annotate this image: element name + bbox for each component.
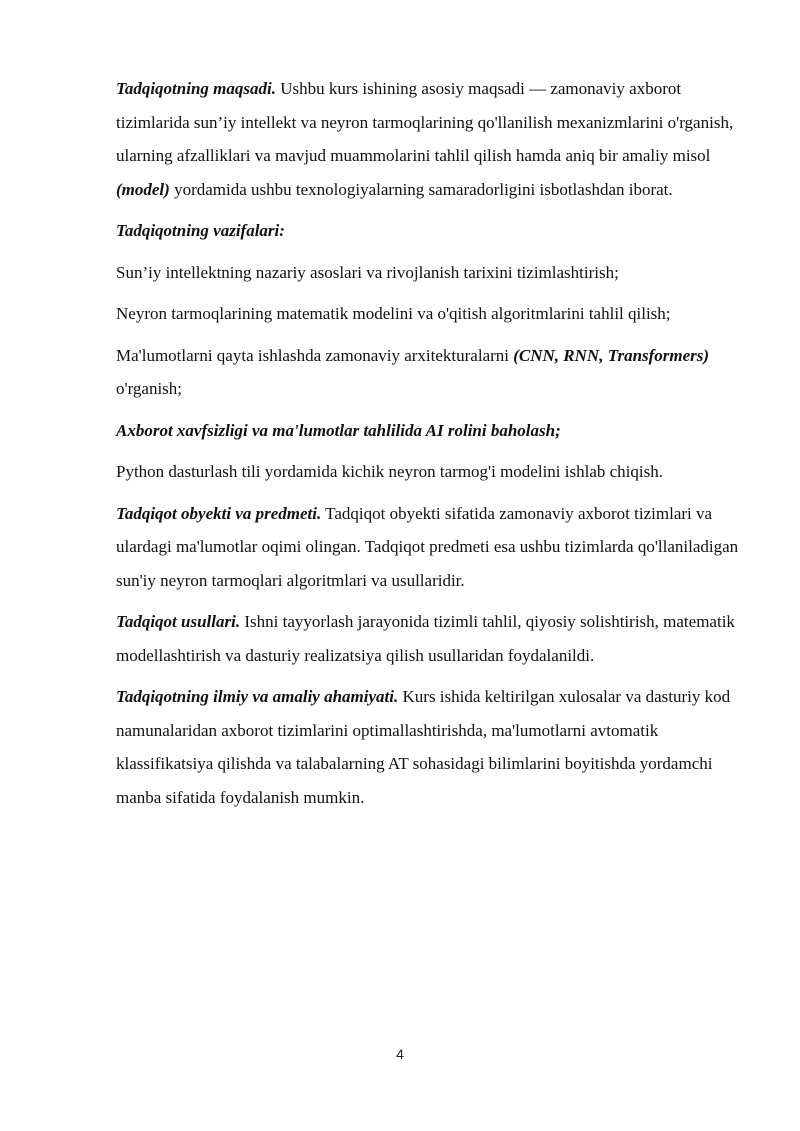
obyekt-text: Tadqiqot obyekti sifatida zamonaviy axborot tizimlari va ulardagi ma'lumotlar oqimi olingan. Tadqiqot predmeti esa ushbu tizimlarda qo'llaniladigan sun'iy neyron tarmoqlari algoritmlari va usullaridir.: [116, 503, 739, 590]
usullar-heading: Tadqiqot usullari.: [116, 612, 241, 631]
vazifa-item-1: Sun’iy intellektning nazariy asoslari va rivojlanish tarixini tizimlashtirish;: [116, 262, 619, 282]
maqsad-heading: Tadqiqotning maqsadi.: [116, 79, 276, 98]
ahamiyat-text: Kurs ishida keltirilgan xulosalar va dasturiy kod namunalaridan axborot tizimlarini optimallashtirishda, ma'lumotlarni avtomatik klassifikatsiya qilishda va talabalarning AT sohasidagi bilimlarini boyitishda yordamchi manba sifatida foydalanish mumkin.: [116, 687, 731, 807]
maqsad-text-2: yordamida ushbu texnologiyalarning samaradorligini isbotlashdan iborat.: [169, 179, 673, 199]
maqsad-paragraph: [116, 72, 748, 206]
page-number: 4: [396, 1046, 404, 1062]
obyekt-paragraph: [116, 497, 748, 598]
vazifalar-heading-paragraph: [116, 214, 748, 248]
ahamiyat-paragraph: [116, 680, 748, 814]
vazifa-item-3-end: o'rganish;: [116, 379, 183, 398]
obyekt-heading: Tadqiqot obyekti va predmeti.: [116, 503, 322, 523]
vazifa-item-5: Python dasturlash tili yordamida kichik neyron tarmog'i modelini ishlab chiqish.: [116, 462, 663, 481]
usullar-text: Ishni tayyorlash jarayonida tizimli tahlil, qiyosiy solishtirish, matematik modellashtirish va dasturiy realizatsiya qilish usullaridan foydalanildi.: [116, 612, 735, 665]
vazifa-item-3-emphasis: (CNN, RNN, Transformers): [513, 345, 710, 365]
ahamiyat-heading: Tadqiqotning ilmiy va amaliy ahamiyati.: [116, 687, 399, 706]
usullar-paragraph: [116, 605, 748, 672]
vazifa-item-3-text: Ma'lumotlarni qayta ishlashda zamonaviy arxitekturalarni: [116, 345, 514, 365]
maqsad-text-1: Ushbu kurs ishining asosiy maqsadi — zamonaviy axborot tizimlarida sun’iy intellekt va neyron tarmoqlarining qo'llanilish mexanizmlarini o'rganish, ularning afzalliklari va mavjud muammolarini tahlil qilish hamda aniq bir amaliy misol: [116, 79, 734, 165]
document-page: [116, 72, 748, 822]
maqsad-emphasis: (model): [116, 179, 170, 199]
vazifa-item-4: Axborot xavfsizligi va ma'lumotlar tahlilida AI rolini baholash;: [116, 420, 561, 440]
vazifa-item-2: Neyron tarmoqlarining matematik modelini va o'qitish algoritmlarini tahlil qilish;: [116, 304, 671, 323]
vazifa-item-3: [116, 339, 748, 406]
vazifalar-heading: Tadqiqotning vazifalari:: [116, 221, 285, 240]
